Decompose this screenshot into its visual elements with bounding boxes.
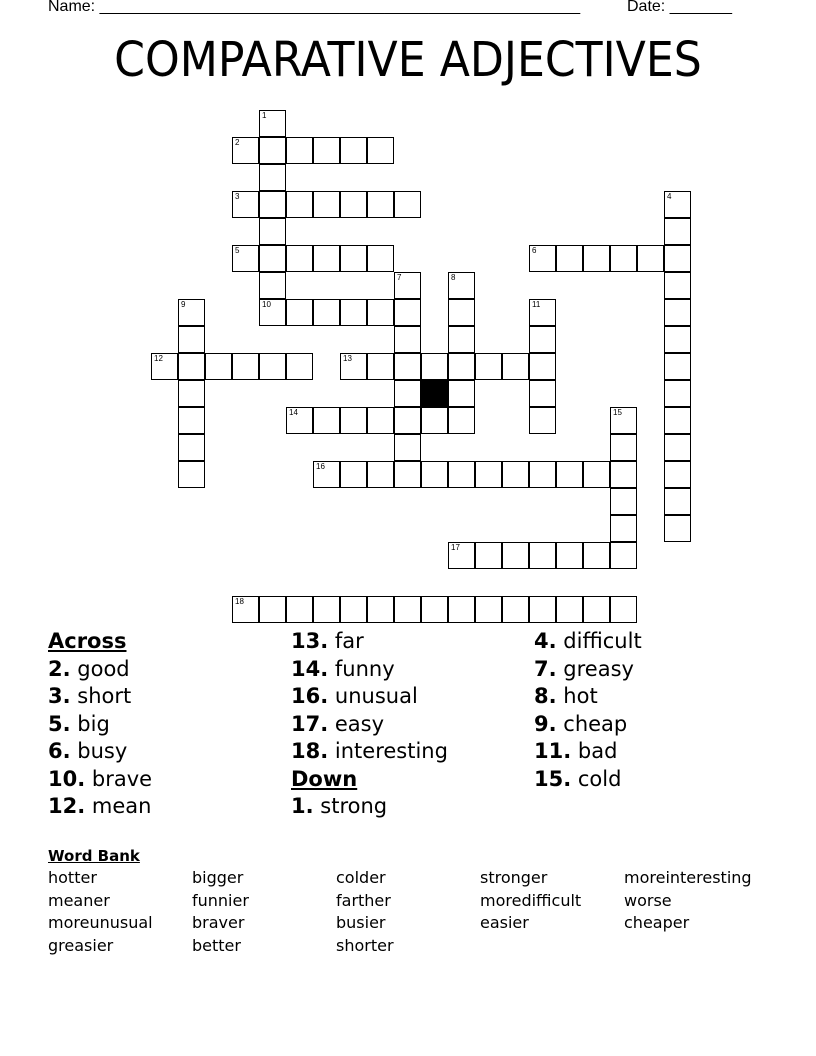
- crossword-cell[interactable]: [232, 353, 259, 380]
- crossword-cell[interactable]: [367, 353, 394, 380]
- clue-item: 10. brave: [48, 766, 153, 791]
- crossword-cell[interactable]: [286, 191, 313, 218]
- crossword-cell[interactable]: [232, 137, 259, 164]
- crossword-cell[interactable]: [502, 461, 529, 488]
- crossword-cell[interactable]: [178, 353, 205, 380]
- crossword-cell[interactable]: [529, 407, 556, 434]
- cell-number: 11: [532, 300, 541, 309]
- word-bank-item: meaner: [48, 890, 110, 910]
- page-title: COMPARATIVE ADJECTIVES: [114, 32, 702, 88]
- crossword-cell[interactable]: [448, 407, 475, 434]
- crossword-cell[interactable]: [664, 191, 691, 218]
- crossword-cell[interactable]: [178, 407, 205, 434]
- crossword-cell[interactable]: [502, 353, 529, 380]
- cell-number: 1: [262, 111, 267, 120]
- word-bank-item: moreinteresting: [624, 868, 752, 887]
- crossword-cell[interactable]: [286, 137, 313, 164]
- word-bank-item: moreunusual: [48, 913, 153, 933]
- crossword-cell[interactable]: [637, 245, 664, 272]
- crossword-cell[interactable]: [151, 353, 178, 380]
- cell-number: 12: [154, 354, 163, 363]
- crossword-cell[interactable]: [205, 353, 232, 380]
- crossword-cell[interactable]: [664, 326, 691, 353]
- crossword-cell[interactable]: [610, 515, 637, 542]
- crossword-cell[interactable]: [178, 380, 205, 407]
- word-bank-item: bigger: [192, 868, 244, 887]
- crossword-cell[interactable]: [664, 515, 691, 542]
- crossword-cell[interactable]: [178, 461, 205, 488]
- crossword-cell[interactable]: [664, 434, 691, 461]
- crossword-cell[interactable]: [313, 245, 340, 272]
- crossword-cell[interactable]: [664, 299, 691, 326]
- cell-number: 9: [181, 300, 186, 309]
- word-bank-item: easier: [480, 913, 529, 933]
- crossword-cell[interactable]: [529, 542, 556, 569]
- cell-number: 16: [316, 462, 325, 471]
- crossword-cell[interactable]: [259, 299, 286, 326]
- crossword-cell[interactable]: [475, 353, 502, 380]
- crossword-cell[interactable]: [259, 353, 286, 380]
- crossword-cell[interactable]: [610, 245, 637, 272]
- crossword-cell[interactable]: [259, 596, 286, 623]
- crossword-cell[interactable]: [340, 137, 367, 164]
- cell-number: 7: [397, 273, 402, 282]
- crossword-cell[interactable]: [664, 218, 691, 245]
- word-bank-item: busier: [336, 913, 386, 933]
- clues-column-2: [291, 628, 448, 821]
- clue-item: 7. greasy: [534, 656, 634, 681]
- crossword-cell[interactable]: [556, 461, 583, 488]
- clue-item: 8. hot: [534, 684, 598, 708]
- crossword-cell[interactable]: [340, 245, 367, 272]
- crossword-cell[interactable]: [502, 596, 529, 623]
- crossword-cell[interactable]: [178, 326, 205, 353]
- crossword-cell[interactable]: [583, 596, 610, 623]
- crossword-cell[interactable]: [367, 191, 394, 218]
- crossword-cell[interactable]: [394, 191, 421, 218]
- crossword-cell[interactable]: [286, 245, 313, 272]
- crossword-cell[interactable]: [232, 596, 259, 623]
- crossword-cell[interactable]: [529, 245, 556, 272]
- crossword-cell[interactable]: [259, 245, 286, 272]
- cell-number: 4: [667, 192, 672, 201]
- crossword-cell[interactable]: [313, 299, 340, 326]
- word-bank-item: funnier: [192, 890, 249, 910]
- crossword-cell[interactable]: [529, 353, 556, 380]
- crossword-cell[interactable]: [664, 272, 691, 299]
- crossword-cell[interactable]: [340, 407, 367, 434]
- crossword-cell[interactable]: [448, 596, 475, 623]
- word-bank-item: moredifficult: [480, 890, 582, 910]
- crossword-cell[interactable]: [313, 191, 340, 218]
- crossword-cell[interactable]: [475, 461, 502, 488]
- black-cell: [421, 380, 448, 407]
- crossword-cell[interactable]: [367, 461, 394, 488]
- crossword-cell[interactable]: [394, 434, 421, 461]
- crossword-cell[interactable]: [313, 407, 340, 434]
- crossword-cell[interactable]: [259, 164, 286, 191]
- cell-number: 3: [235, 192, 240, 201]
- cell-number: 13: [343, 354, 352, 363]
- crossword-cell[interactable]: [529, 380, 556, 407]
- crossword-cell[interactable]: [556, 542, 583, 569]
- clue-item: 6. busy: [48, 739, 128, 763]
- crossword-cell[interactable]: [394, 407, 421, 434]
- crossword-cell[interactable]: [394, 461, 421, 488]
- crossword-cell[interactable]: [448, 272, 475, 299]
- crossword-cell[interactable]: [610, 596, 637, 623]
- crossword-cell[interactable]: [529, 596, 556, 623]
- crossword-cell[interactable]: [313, 596, 340, 623]
- word-bank-item: better: [192, 935, 241, 955]
- word-bank-item: colder: [336, 868, 386, 887]
- word-bank-title: Word Bank: [48, 847, 140, 865]
- clue-item: 3. short: [48, 684, 132, 708]
- word-bank-item: braver: [192, 913, 245, 933]
- crossword-cell[interactable]: [448, 326, 475, 353]
- word-bank-item: stronger: [480, 868, 548, 887]
- clue-item: 4. difficult: [534, 629, 642, 653]
- crossword-cell[interactable]: [448, 353, 475, 380]
- crossword-cell[interactable]: [367, 407, 394, 434]
- crossword-cell[interactable]: [475, 596, 502, 623]
- crossword-cell[interactable]: [394, 596, 421, 623]
- crossword-cell[interactable]: [421, 353, 448, 380]
- crossword-cell[interactable]: [340, 353, 367, 380]
- word-bank-item: farther: [336, 890, 391, 910]
- crossword-cell[interactable]: [448, 461, 475, 488]
- crossword-cell[interactable]: [610, 407, 637, 434]
- cell-number: 17: [451, 543, 460, 552]
- cell-number: 18: [235, 597, 244, 606]
- word-bank-item: greasier: [48, 935, 114, 955]
- crossword-cell[interactable]: [367, 596, 394, 623]
- crossword-cell[interactable]: [286, 407, 313, 434]
- crossword-cell[interactable]: [394, 353, 421, 380]
- crossword-cell[interactable]: [448, 542, 475, 569]
- crossword-cell[interactable]: [502, 542, 529, 569]
- word-bank-list: [48, 867, 788, 957]
- crossword-cell[interactable]: [421, 461, 448, 488]
- crossword-cell[interactable]: [367, 245, 394, 272]
- clue-item: 5. big: [48, 711, 110, 736]
- crossword-cell[interactable]: [178, 434, 205, 461]
- crossword-cell[interactable]: [448, 380, 475, 407]
- crossword-cell[interactable]: [664, 380, 691, 407]
- crossword-cell[interactable]: [529, 299, 556, 326]
- date-field-label: Date: _______: [627, 0, 732, 15]
- crossword-cell[interactable]: [664, 245, 691, 272]
- crossword-cell[interactable]: [259, 272, 286, 299]
- name-field-label: Name: ______________________________________________________: [48, 0, 581, 15]
- crossword-cell[interactable]: [529, 326, 556, 353]
- clue-item: 12. mean: [48, 794, 152, 818]
- crossword-cell[interactable]: [394, 326, 421, 353]
- cell-number: 2: [235, 138, 240, 147]
- crossword-cell[interactable]: [367, 299, 394, 326]
- crossword-cell[interactable]: [286, 299, 313, 326]
- clue-item: 18. interesting: [291, 739, 448, 763]
- crossword-cell[interactable]: [583, 461, 610, 488]
- crossword-cell[interactable]: [286, 596, 313, 623]
- crossword-cell[interactable]: [340, 596, 367, 623]
- word-bank-item: cheaper: [624, 913, 690, 933]
- crossword-cell[interactable]: [259, 110, 286, 137]
- crossword-cell[interactable]: [394, 299, 421, 326]
- crossword-cell[interactable]: [610, 488, 637, 515]
- crossword-cell[interactable]: [394, 380, 421, 407]
- crossword-cell[interactable]: [610, 461, 637, 488]
- crossword-cell[interactable]: [286, 353, 313, 380]
- clue-item: 11. bad: [534, 739, 618, 763]
- crossword-cell[interactable]: [448, 299, 475, 326]
- clue-item: 13. far: [291, 629, 364, 653]
- crossword-cell[interactable]: [367, 137, 394, 164]
- clue-item: 1. strong: [291, 794, 388, 818]
- crossword-cell[interactable]: [313, 137, 340, 164]
- crossword-cell[interactable]: [340, 299, 367, 326]
- word-bank-item: worse: [624, 890, 672, 910]
- clues-column-1: [48, 628, 152, 821]
- crossword-cell[interactable]: [664, 353, 691, 380]
- crossword-cell[interactable]: [232, 245, 259, 272]
- crossword-cell[interactable]: [178, 299, 205, 326]
- clues-column-3: [534, 628, 642, 793]
- cell-number: 5: [235, 246, 240, 255]
- crossword-cell[interactable]: [313, 461, 340, 488]
- word-bank: [48, 845, 788, 957]
- crossword-cell[interactable]: [664, 407, 691, 434]
- down-heading: Down: [291, 766, 358, 791]
- crossword-cell[interactable]: [259, 218, 286, 245]
- word-bank-item: shorter: [336, 935, 394, 955]
- clue-item: 16. unusual: [291, 684, 418, 708]
- crossword-cell[interactable]: [610, 434, 637, 461]
- crossword-cell[interactable]: [583, 245, 610, 272]
- crossword-cell[interactable]: [421, 596, 448, 623]
- crossword-cell[interactable]: [475, 542, 502, 569]
- crossword-cell[interactable]: [529, 461, 556, 488]
- cell-number: 6: [532, 246, 537, 255]
- crossword-cell[interactable]: [394, 272, 421, 299]
- clue-item: 9. cheap: [534, 711, 628, 736]
- crossword-cell[interactable]: [664, 461, 691, 488]
- cell-number: 14: [289, 408, 298, 417]
- crossword-cell[interactable]: [421, 407, 448, 434]
- cell-number: 8: [451, 273, 456, 282]
- crossword-cell[interactable]: [232, 191, 259, 218]
- crossword-cell[interactable]: [340, 191, 367, 218]
- across-heading: Across: [48, 629, 127, 653]
- clue-item: 15. cold: [534, 766, 622, 791]
- crossword-cell[interactable]: [583, 542, 610, 569]
- crossword-cell[interactable]: [610, 542, 637, 569]
- crossword-cell[interactable]: [556, 245, 583, 272]
- crossword-cell[interactable]: [664, 488, 691, 515]
- clue-item: 2. good: [48, 656, 130, 681]
- crossword-cell[interactable]: [259, 137, 286, 164]
- cell-number: 15: [613, 408, 622, 417]
- crossword-cell[interactable]: [556, 596, 583, 623]
- clue-item: 14. funny: [291, 656, 395, 681]
- crossword-cell[interactable]: [340, 461, 367, 488]
- clue-item: 17. easy: [291, 711, 385, 736]
- cell-number: 10: [262, 300, 271, 309]
- crossword-cell[interactable]: [259, 191, 286, 218]
- word-bank-item: hotter: [48, 868, 97, 887]
